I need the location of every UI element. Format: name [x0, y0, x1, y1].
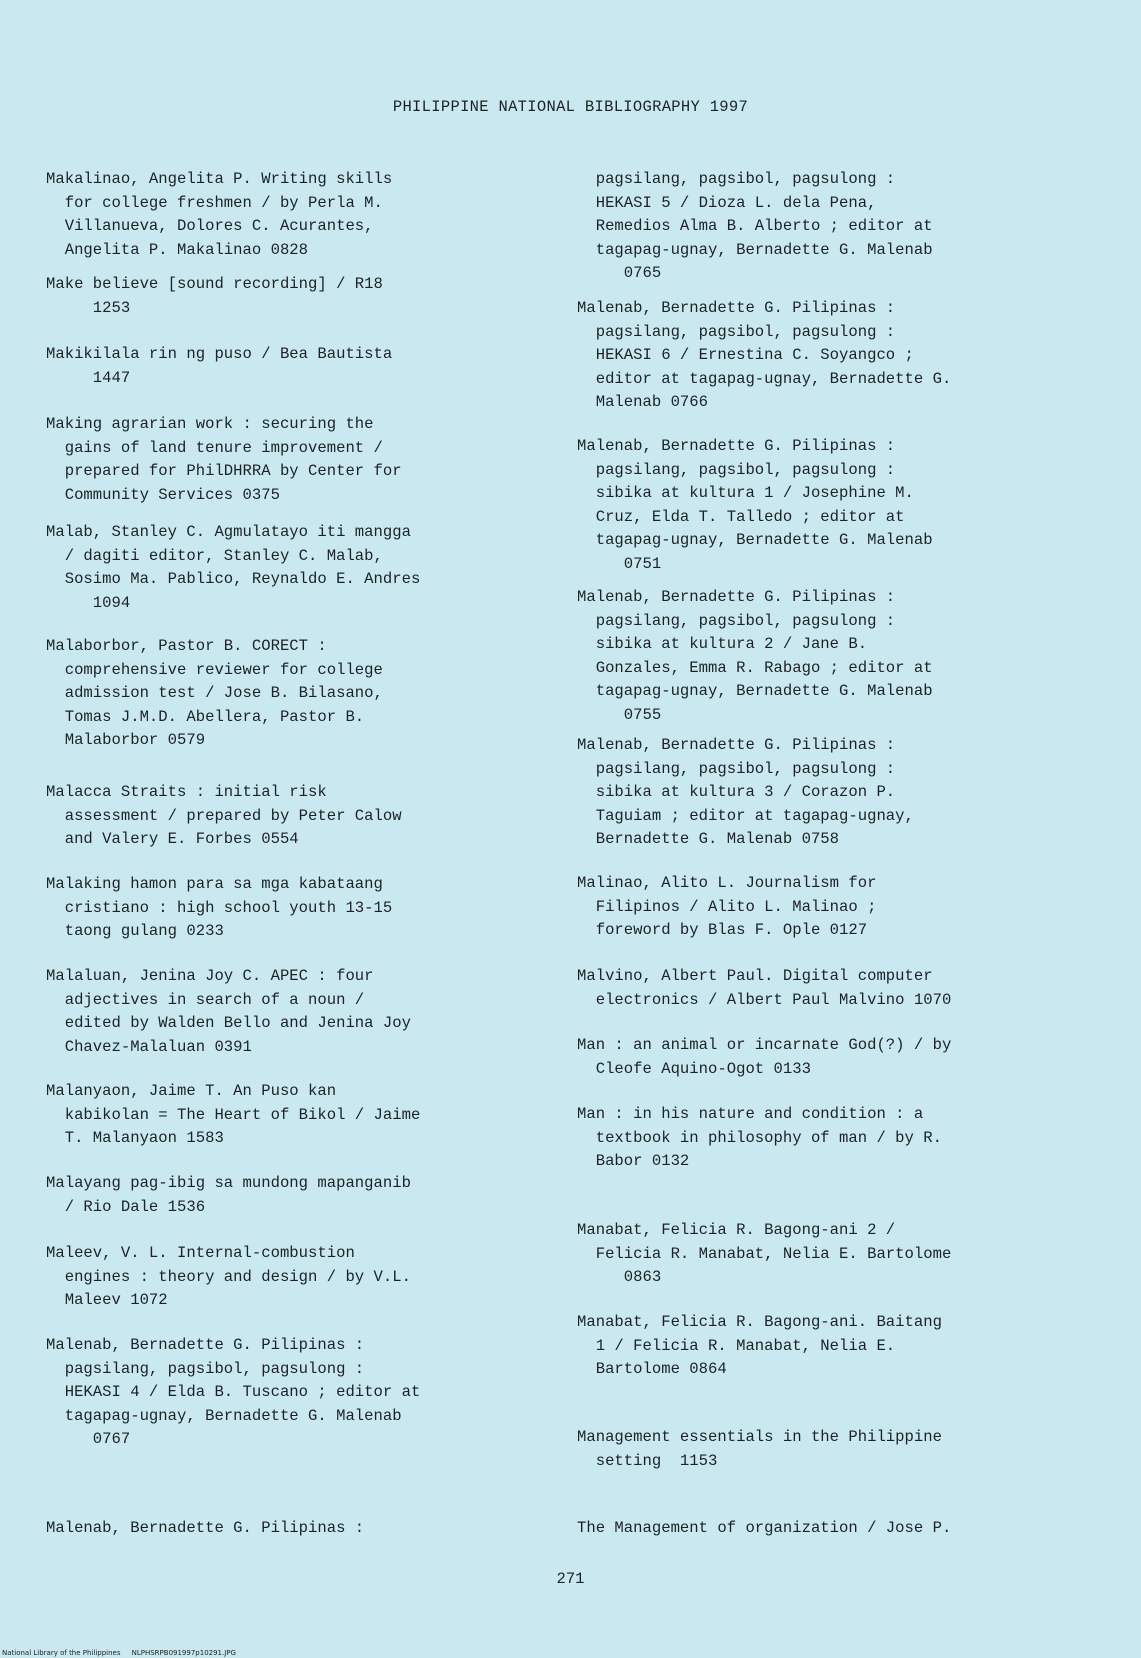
- page-title: PHILIPPINE NATIONAL BIBLIOGRAPHY 1997: [392, 98, 749, 116]
- bib-entry: Malanyaon, Jaime T. An Puso kan kabikolan = The Heart of Bikol / Jaime T. Malanyaon 1583: [46, 1082, 421, 1148]
- bib-entry: Makalinao, Angelita P. Writing skills for college freshmen / by Perla M. Villanueva, Dolores C. Acurantes, Angelita P. Makalinao 0828: [46, 170, 393, 259]
- bib-entry: Malvino, Albert Paul. Digital computer electronics / Albert Paul Malvino 1070: [577, 967, 952, 1009]
- bib-entry: Malinao, Alito L. Journalism for Filipinos / Alito L. Malinao ; foreword by Blas F. Ople 0127: [577, 874, 877, 940]
- bib-entry: Make believe [sound recording] / R18 1253: [46, 275, 383, 317]
- bib-entry: Malayang pag-ibig sa mundong mapanganib / Rio Dale 1536: [46, 1174, 411, 1216]
- scan-footer: National Library of the Philippines NLPHSRPB091997p10291.JPG: [2, 1649, 236, 1657]
- bib-entry: Making agrarian work : securing the gains of land tenure improvement / prepared for PhilDHRRA by Center for Community Services 0375: [46, 415, 402, 504]
- bib-entry: Manabat, Felicia R. Bagong-ani. Baitang 1 / Felicia R. Manabat, Nelia E. Bartolome 0864: [577, 1313, 942, 1379]
- bib-entry: The Management of organization / Jose P.: [577, 1519, 952, 1537]
- bib-entry: Management essentials in the Philippine setting 1153: [577, 1428, 942, 1470]
- bib-entry: Man : an animal or incarnate God(?) / by Cleofe Aquino-Ogot 0133: [577, 1036, 952, 1078]
- bib-entry: Malenab, Bernadette G. Pilipinas : pagsilang, pagsibol, pagsulong : sibika at kultura 1 / Josephine M. Cruz, Elda T. Talledo ; editor at tagapag-ugnay, Bernadette G. Malenab 0751: [577, 437, 933, 573]
- bib-entry: Makikilala rin ng puso / Bea Bautista 1447: [46, 345, 393, 387]
- bib-entry: Manabat, Felicia R. Bagong-ani 2 / Felicia R. Manabat, Nelia E. Bartolome 0863: [577, 1221, 952, 1287]
- bib-entry: Maleev, V. L. Internal-combustion engines : theory and design / by V.L. Maleev 1072: [46, 1244, 411, 1310]
- bib-entry: Malenab, Bernadette G. Pilipinas :: [46, 1519, 365, 1537]
- bib-entry: Malenab, Bernadette G. Pilipinas : pagsilang, pagsibol, pagsulong : sibika at kultura 3 / Corazon P. Taguiam ; editor at tagapag-ugnay, Bernadette G. Malenab 0758: [577, 736, 914, 849]
- bib-entry: Man : in his nature and condition : a textbook in philosophy of man / by R. Babor 0132: [577, 1105, 942, 1171]
- bib-entry: Malenab, Bernadette G. Pilipinas : pagsilang, pagsibol, pagsulong : sibika at kultura 2 / Jane B. Gonzales, Emma R. Rabago ; editor at tagapag-ugnay, Bernadette G. Malenab 0755: [577, 588, 933, 724]
- bib-entry: Malaking hamon para sa mga kabataang cristiano : high school youth 13-15 taong gulang 0233: [46, 875, 393, 941]
- bib-entry: Malaborbor, Pastor B. CORECT : comprehensive reviewer for college admission test / Jose B. Bilasano, Tomas J.M.D. Abellera, Pastor B. Malaborbor 0579: [46, 637, 383, 750]
- bib-entry: Malenab, Bernadette G. Pilipinas : pagsilang, pagsibol, pagsulong : HEKASI 6 / Ernestina C. Soyangco ; editor at tagapag-ugnay, Bernadette G. Malenab 0766: [577, 299, 952, 412]
- bib-entry: Malacca Straits : initial risk assessment / prepared by Peter Calow and Valery E. Forbes 0554: [46, 783, 402, 849]
- page-number: 271: [556, 1570, 585, 1588]
- bib-entry: Malaluan, Jenina Joy C. APEC : four adjectives in search of a noun / edited by Walden Bello and Jenina Joy Chavez-Malaluan 0391: [46, 967, 411, 1056]
- bib-entry: Malab, Stanley C. Agmulatayo iti mangga / dagiti editor, Stanley C. Malab, Sosimo Ma. Pablico, Reynaldo E. Andres 1094: [46, 523, 421, 612]
- bib-entry: pagsilang, pagsibol, pagsulong : HEKASI 5 / Dioza L. dela Pena, Remedios Alma B. Alberto ; editor at tagapag-ugnay, Bernadette G. Malenab 0765: [595, 170, 933, 283]
- bib-entry: Malenab, Bernadette G. Pilipinas : pagsilang, pagsibol, pagsulong : HEKASI 4 / Elda B. Tuscano ; editor at tagapag-ugnay, Bernadette G. Malenab 0767: [46, 1336, 421, 1449]
